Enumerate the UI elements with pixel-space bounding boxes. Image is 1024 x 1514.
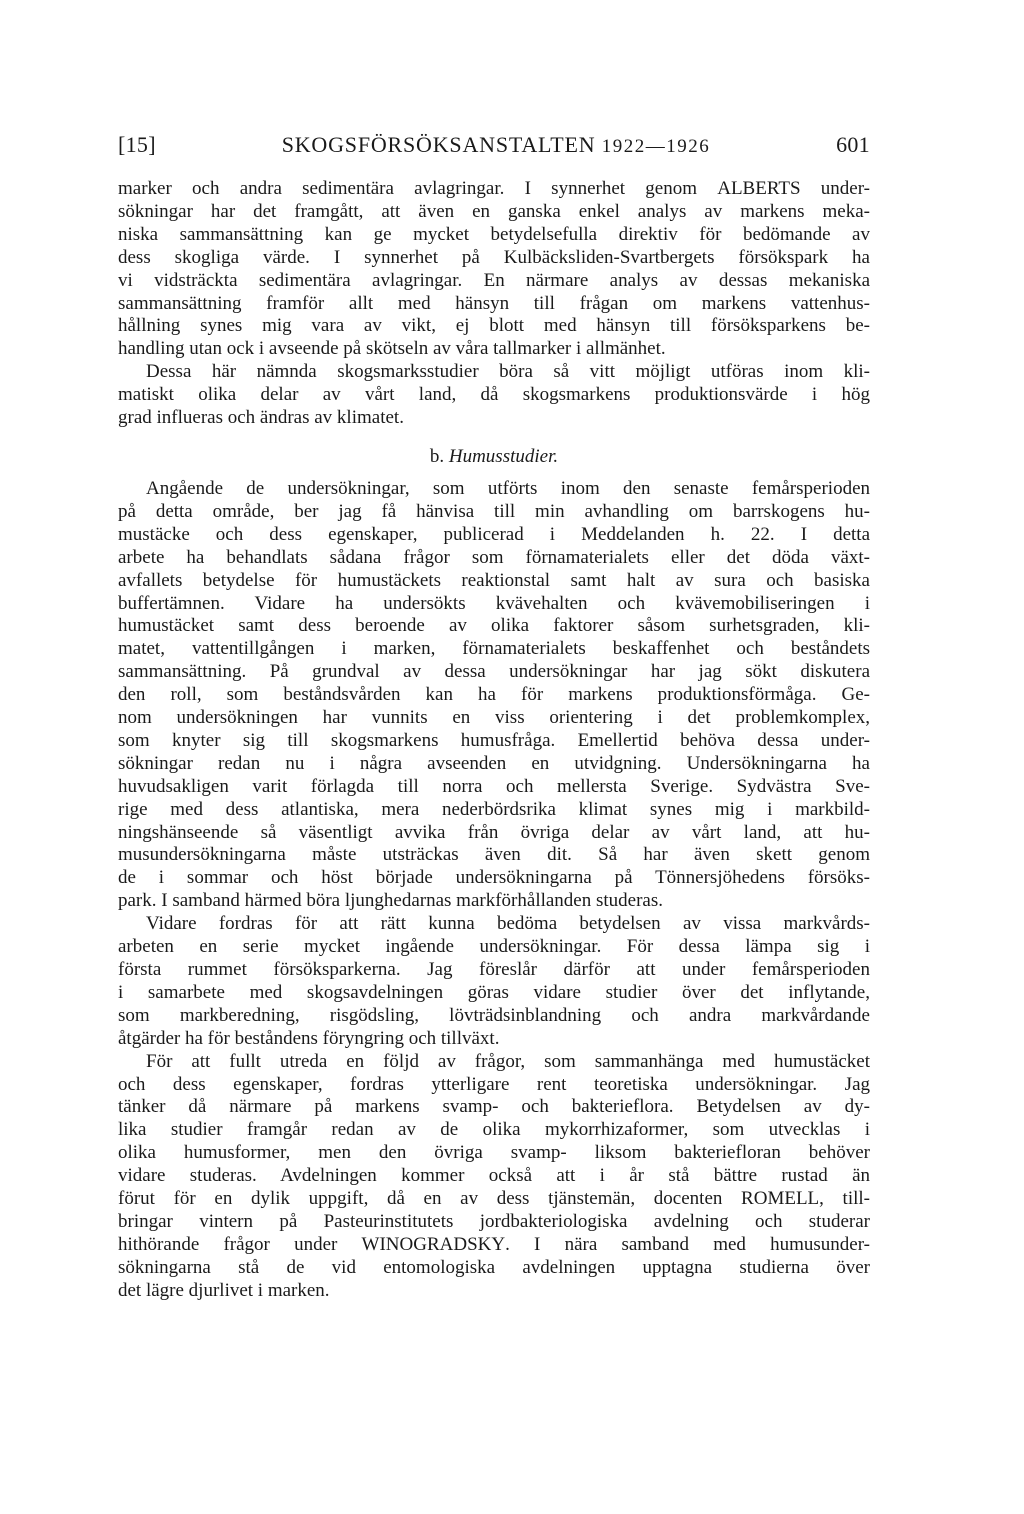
text-line: första rummet försöksparkerna. Jag föreslår därför att under femårsperioden [118,959,870,980]
section-title: Humusstudier. [448,445,559,467]
text-line: ningshänseende så väsentligt avvika från övriga delar av vårt land, att hu- [118,821,870,843]
text-line: åtgärder ha för beståndens föryngring och tillväxt. [118,1027,500,1049]
text-line: marker och andra sedimentära avlagringar. I synnerhet genom ALBERTS under- [118,178,870,199]
text-line: buffertämnen. Vidare ha undersökts kvävehalten och kvävemobiliseringen i [118,592,870,614]
text-line: vi vidsträckta sedimentära avlagringar. En närmare analys av dessas mekaniska [118,269,870,291]
paragraph-climate [118,361,870,430]
text-line: avfallets betydelse för humustäckets reaktionstal samt halt av sura och basiska [118,569,870,591]
paragraph-microflora [118,1051,870,1303]
section-heading [118,446,870,468]
text-line: matet, vattentillgången i marken, förnamaterialets beskaffenhet och beståndets [118,638,870,660]
text-line: i samarbete med skogsavdelningen göras vidare studier över det inflytande, [118,981,870,1003]
text-line: handling utan ock i avseende på skötseln av våra tallmarker i allmänhet. [118,338,666,360]
paragraph-soil-studies [118,178,870,361]
text-line: de i sommar och höst började undersökningarna på Tönnersjöhedens försöks- [118,867,870,889]
text-line: nom undersökningen har vunnits en viss orientering i det problemkomplex, [118,707,870,729]
text-line: mustäcke och dess egenskaper, publicerad i Meddelanden h. 22. I detta [118,523,870,545]
text-line: förut för en dylik uppgift, då en av dess tjänstemän, docenten ROMELL, till- [118,1188,870,1210]
paragraph-humus-studies [118,478,870,913]
text-line: För att fullt utreda en följd av frågor, som sammanhänga med humustäcket [146,1050,870,1072]
text-line: som knyter sig till skogsmarkens humusfråga. Emellertid behöva dessa under- [118,729,870,751]
person-name: ROMELL [741,1188,820,1210]
text-line: arbete ha behandlats sådana frågor som förnamaterialets eller det döda växt- [118,546,870,568]
text-line: vidare studeras. Avdelningen kommer också att i år stå bättre rustad än [118,1165,870,1187]
text-line: park. I samband härmed böra ljunghedarnas markförhållanden studeras. [118,890,663,912]
text-line: grad influeras och ändras av klimatet. [118,407,404,429]
text-line: niska sammansättning kan ge mycket betydelsefulla direktiv för bedömande av [118,223,870,245]
page-number: 601 [836,132,870,157]
publication-title: SKOGSFÖRSÖKSANSTALTEN [281,132,596,157]
text-line: musundersökningarna måste utsträckas även dit. Så har även skett genom [118,844,870,866]
text-line: sammansättning framför allt med hänsyn till frågan om markens vattenhus- [118,292,870,314]
text-line: sammansättning. På grundval av dessa undersökningar har jag sökt diskutera [118,661,870,683]
section-label: b. [429,445,445,467]
text-line: det lägre djurlivet i marken. [118,1279,330,1301]
text-line: hållning synes mig vara av vikt, ej blott med hänsyn till försöksparkens be- [118,315,870,337]
text-line: Angående de undersökningar, som utförts inom den senaste femårsperioden [146,477,870,499]
text-line: Vidare fordras för att rätt kunna bedöma betydelsen av vissa markvårds- [146,913,870,935]
text-line: bringar vintern på Pasteurinstitutets jordbakteriologiska avdelning och studerar [118,1210,870,1232]
text-line: humustäcket samt dess beroende av olika faktorer såsom surhetsgraden, kli- [118,615,870,637]
text-line: arbeten en serie mycket ingående undersökningar. För dessa lämpa sig i [118,936,870,958]
publication-years: 1922—1926 [601,136,711,157]
text-line: den roll, som beståndsvården kan ha för markens produktionsförmåga. Ge- [118,684,870,706]
text-line: hithörande frågor under WINOGRADSKY. I nära samband med humusunder- [118,1233,870,1255]
running-header [118,132,870,166]
text-line: dess skogliga värde. I synnerhet på Kulbäcksliden-Svartbergets försökspark ha [118,246,870,268]
author-name: ALBERTS [717,178,801,199]
text-line: sökningar har det framgått, att även en ganska enkel analys av markens meka- [118,200,870,222]
text-line: huvudsakligen varit förlagda till norra och mellersta Sverige. Sydvästra Sve- [118,775,870,797]
paragraph-soil-care [118,913,870,1050]
text-line: rige med dess atlantiska, mera nederbördsrika klimat synes mig i markbild- [118,798,870,820]
document-page [118,132,870,1303]
text-line: och dess egenskaper, fordras ytterligare rent teoretiska undersökningar. Jag [118,1073,870,1095]
text-line: olika humusformer, men den övriga svamp- liksom bakteriefloran behöver [118,1142,870,1164]
text-line: som markberedning, risgödsling, lövträdsinblandning och andra markvårdande [118,1004,870,1026]
running-title [282,132,711,158]
text-line: lika studier framgår redan av de olika mykorrhizaformer, som utvecklas i [118,1119,870,1141]
text-line: Dessa här nämnda skogsmarksstudier böra så vitt möjligt utföras inom kli- [146,361,870,383]
section-number: [15] [118,132,156,157]
text-line: matiskt olika delar av vårt land, då skogsmarkens produktionsvärde i hög [118,384,870,406]
person-name: WINOGRADSKY [361,1233,506,1255]
text-line: sökningar redan nu i några avseenden en utvidgning. Undersökningarna ha [118,752,870,774]
text-line: tänker då närmare på markens svamp- och bakterieflora. Betydelsen av dy- [118,1096,870,1118]
text-line: på detta område, ber jag få hänvisa till min avhandling om barrskogens hu- [118,500,870,522]
text-line: sökningarna stå de vid entomologiska avdelningen upptagna studierna över [118,1256,870,1278]
